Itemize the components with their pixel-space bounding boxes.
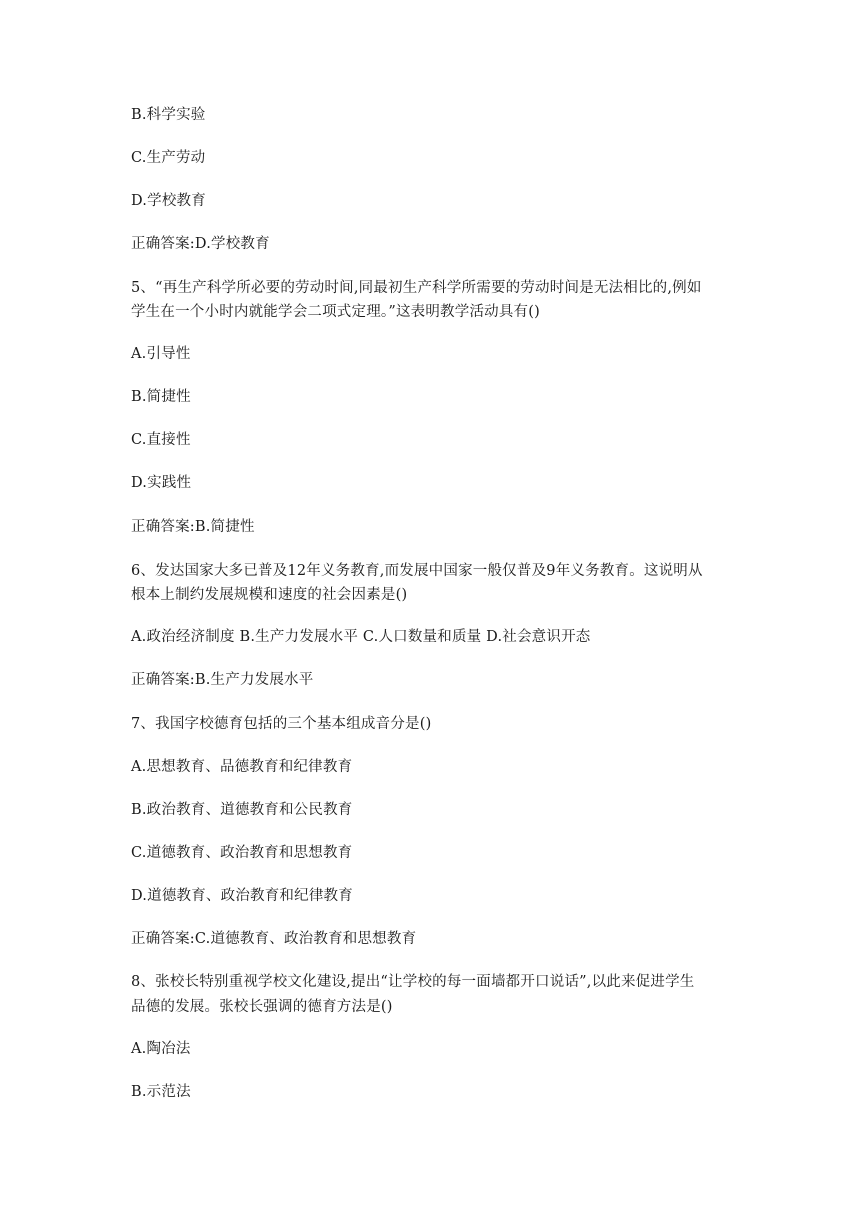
q5-option-b: B.简捷性 xyxy=(131,389,191,405)
q5-stem-line2: 学生在一个小时内就能学会二项式定理。”这表明教学活动具有() xyxy=(131,304,540,320)
q7-stem: 7、我国字校德育包括的三个基本组成音分是() xyxy=(131,716,432,732)
q7-option-a: A.思想教育、品德教育和纪律教育 xyxy=(131,759,353,775)
q5-answer: 正确答案:B.简捷性 xyxy=(131,519,255,535)
q6-options: A.政治经济制度 B.生产力发展水平 C.人口数量和质量 D.社会意识开态 xyxy=(131,629,591,645)
q5-stem-line1: 5、“再生产科学所必要的劳动时间,同最初生产科学所需要的劳动时间是无法相比的,例如 xyxy=(131,280,702,296)
q5-option-c: C.直接性 xyxy=(131,432,191,448)
q8-stem-line2: 品德的发展。张校长强调的德育方法是() xyxy=(131,999,393,1015)
q4-option-c: C.生产劳动 xyxy=(131,150,206,166)
q7-answer: 正确答案:C.道德教育、政治教育和思想教育 xyxy=(131,931,417,947)
q8-option-b: B.示范法 xyxy=(131,1084,191,1100)
q7-option-d: D.道德教育、政治教育和纪律教育 xyxy=(131,888,353,904)
q6-stem-line2: 根本上制约发展规模和速度的社会因素是() xyxy=(131,587,408,603)
q8-option-a: A.陶冶法 xyxy=(131,1041,191,1057)
q4-option-b: B.科学实验 xyxy=(131,107,206,123)
q7-option-c: C.道德教育、政治教育和思想教育 xyxy=(131,845,353,861)
q5-option-d: D.实践性 xyxy=(131,475,192,491)
q8-stem-line1: 8、张校长特别重视学校文化建设,提出“让学校的每一面墙都开口说话”,以此来促进学生 xyxy=(131,974,695,990)
q6-answer: 正确答案:B.生产力发展水平 xyxy=(131,672,314,688)
q4-option-d: D.学校教育 xyxy=(131,193,206,209)
q6-stem-line1: 6、发达国家大多已普及12年义务教育,而发展中国家一般仅普及9年义务教育。这说明从 xyxy=(131,563,703,579)
q7-option-b: B.政治教育、道德教育和公民教育 xyxy=(131,802,353,818)
q5-option-a: A.引导性 xyxy=(131,346,191,362)
q4-answer: 正确答案:D.学校教育 xyxy=(131,236,270,252)
